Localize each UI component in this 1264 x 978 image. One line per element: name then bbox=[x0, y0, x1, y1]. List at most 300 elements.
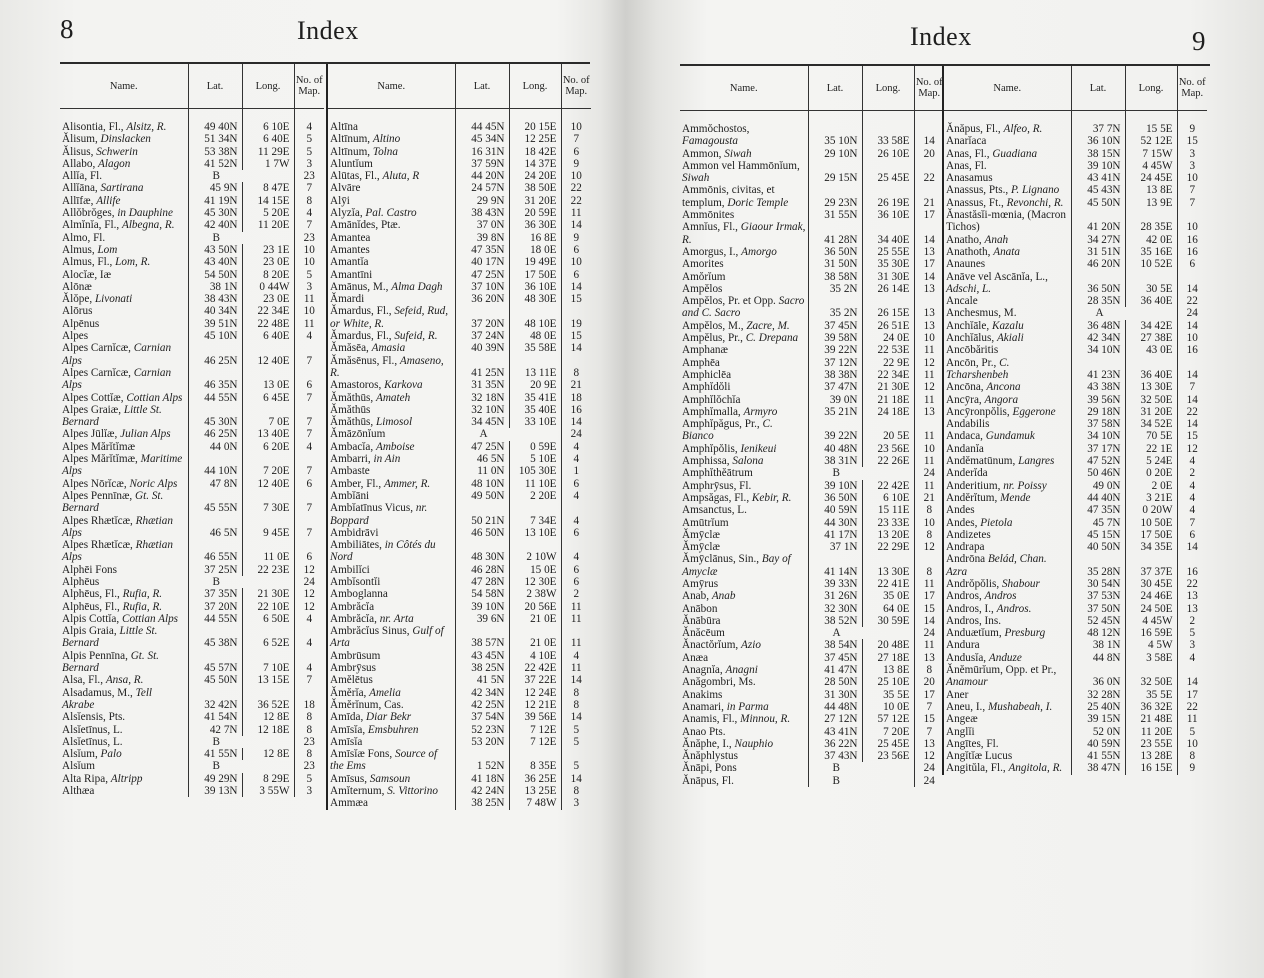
entry-longitude: 22 34E bbox=[242, 305, 294, 317]
index-entry bbox=[327, 662, 591, 674]
entry-map-number: 4 bbox=[561, 441, 591, 453]
entry-map-number: 12 bbox=[1177, 443, 1207, 455]
index-entry bbox=[680, 750, 944, 762]
index-entry bbox=[60, 478, 324, 490]
entry-name: Amphĭlŏchĭa bbox=[682, 393, 741, 406]
entry-latitude: 43 41N bbox=[808, 726, 862, 738]
index-entry bbox=[680, 381, 944, 393]
index-entry bbox=[943, 406, 1207, 418]
entry-longitude: 48 30E bbox=[509, 293, 561, 305]
entry-modern-name: Rufia, R. bbox=[122, 600, 163, 613]
entry-modern-name: Amelia bbox=[369, 686, 401, 699]
index-entry bbox=[943, 603, 1207, 615]
entry-latitude: 37 17N bbox=[1071, 443, 1125, 455]
entry-modern-name: Shabour bbox=[1001, 577, 1040, 590]
entry-map-number: 4 bbox=[294, 441, 324, 453]
index-entry bbox=[60, 182, 324, 194]
entry-latitude: 29 18N bbox=[1071, 406, 1125, 418]
entry-map-number: 5 bbox=[294, 269, 324, 281]
entry-longitude: 31 20E bbox=[1125, 406, 1177, 418]
entry-map-number: 7 bbox=[294, 219, 324, 231]
entry-modern-name: Alagon bbox=[98, 157, 131, 170]
index-entry bbox=[943, 639, 1207, 651]
entry-latitude: 36 0N bbox=[1071, 664, 1125, 689]
entry-name: Anab, bbox=[682, 590, 710, 603]
entry-map-number: 5 bbox=[294, 146, 324, 158]
entry-longitude: 70 5E bbox=[1125, 430, 1177, 442]
entry-latitude: 41 52N bbox=[188, 158, 242, 170]
entry-longitude: 10 52E bbox=[1125, 258, 1177, 270]
entry-latitude: 49 50N bbox=[455, 490, 509, 502]
entry-longitude: 25 10E bbox=[862, 676, 914, 688]
entry-latitude: 36 50N bbox=[808, 492, 862, 504]
entry-name: Alōnæ bbox=[62, 280, 92, 293]
entry-modern-name: Alsitz, R. bbox=[126, 121, 167, 133]
index-entry bbox=[680, 160, 944, 185]
entry-longitude: 17 50E bbox=[509, 269, 561, 281]
entry-map-number: 14 bbox=[1177, 394, 1207, 406]
entry-latitude: 50 46N bbox=[1071, 467, 1125, 479]
entry-longitude: 23 56E bbox=[862, 443, 914, 455]
entry-map-number: 14 bbox=[561, 342, 591, 354]
entry-map-number: 6 bbox=[1177, 258, 1207, 270]
entry-latitude: 32 30N bbox=[808, 603, 862, 615]
entry-modern-name: Samsoun bbox=[369, 772, 411, 785]
entry-map-number: 7 bbox=[1177, 197, 1207, 209]
entry-latitude: 53 38N bbox=[188, 146, 242, 158]
entry-map-number: 6 bbox=[561, 244, 591, 256]
entry-map-number: 7 bbox=[294, 490, 324, 515]
entry-latitude: 38 58N bbox=[808, 271, 862, 283]
entry-map-number: 24 bbox=[914, 627, 944, 639]
entry-plan-letter: B bbox=[808, 467, 914, 479]
entry-name: Anas, Fl. bbox=[946, 159, 987, 172]
index-entry bbox=[680, 271, 944, 283]
index-entry bbox=[943, 529, 1207, 541]
entry-longitude: 23 56E bbox=[862, 750, 914, 762]
entry-modern-name: Anagni bbox=[725, 664, 758, 677]
entry-longitude: 30 59E bbox=[862, 615, 914, 627]
entry-name: Amphĭmalla, bbox=[682, 405, 741, 418]
entry-longitude: 35 5E bbox=[1125, 689, 1177, 701]
entry-map-number: 22 bbox=[561, 195, 591, 207]
entry-map-number: 14 bbox=[561, 674, 591, 686]
entry-latitude: 41 47N bbox=[808, 664, 862, 676]
entry-longitude: 22 42E bbox=[862, 480, 914, 492]
entry-longitude: 4 5W bbox=[1125, 639, 1177, 651]
entry-name: Alpes Jūlĭæ, bbox=[62, 428, 118, 441]
entry-longitude: 24 20E bbox=[509, 170, 561, 182]
entry-map-number: 1 bbox=[561, 465, 591, 477]
index-entry bbox=[943, 148, 1207, 160]
entry-name: Allĭa, Fl. bbox=[62, 170, 103, 183]
index-entry bbox=[943, 738, 1207, 750]
entry-name: Alpes Mărĭtĭmæ, bbox=[62, 453, 138, 466]
entry-map-number: 8 bbox=[914, 529, 944, 541]
index-entry bbox=[943, 160, 1207, 172]
entry-longitude: 22 48E bbox=[242, 318, 294, 330]
index-entry bbox=[943, 357, 1207, 382]
index-entry bbox=[943, 234, 1207, 246]
entry-modern-name: Anata bbox=[993, 245, 1020, 258]
entry-modern-name: Tolna bbox=[372, 145, 398, 158]
entry-latitude: 35 2N bbox=[808, 283, 862, 295]
entry-longitude: 7 15W bbox=[1125, 148, 1177, 160]
entry-name: Anatho, bbox=[946, 233, 982, 246]
index-entry bbox=[60, 330, 324, 342]
entry-modern-name: Amasia bbox=[371, 342, 406, 355]
entry-name: Amber, Fl., bbox=[330, 477, 382, 490]
entry-map-number: 5 bbox=[561, 724, 591, 736]
entry-latitude: 29 15N bbox=[808, 160, 862, 185]
entry-latitude: 41 55N bbox=[188, 748, 242, 760]
index-entry bbox=[60, 736, 324, 748]
entry-latitude: 43 38N bbox=[1071, 381, 1125, 393]
entry-plan-letter: B bbox=[188, 170, 294, 182]
entry-map-number: 3 bbox=[1177, 160, 1207, 172]
entry-longitude: 21 30E bbox=[862, 381, 914, 393]
entry-latitude: 37 45N bbox=[808, 652, 862, 664]
entry-latitude: 31 50N bbox=[808, 258, 862, 270]
entry-map-number: 6 bbox=[561, 564, 591, 576]
entry-map-number: 8 bbox=[914, 664, 944, 676]
index-entry bbox=[327, 613, 591, 625]
entry-plan-letter: B bbox=[188, 760, 294, 772]
entry-map-number: 10 bbox=[1177, 738, 1207, 750]
entry-name: Amphissa, bbox=[682, 455, 730, 468]
entry-modern-name: Gundamuk bbox=[985, 430, 1035, 443]
entry-name: Almĭnĭa, Fl., bbox=[62, 219, 120, 232]
entry-latitude: 36 50N bbox=[1071, 271, 1125, 296]
entry-name: Alpes bbox=[62, 330, 89, 343]
entry-name: Ămĕrĭnum, Cas. bbox=[330, 698, 404, 711]
entry-modern-name: Aluta, R bbox=[382, 170, 420, 183]
index-entry bbox=[680, 283, 944, 295]
index-entry bbox=[943, 430, 1207, 442]
entry-latitude: 40 59N bbox=[808, 504, 862, 516]
entry-latitude: 41 5N bbox=[455, 674, 509, 686]
entry-name: Alta Ripa, bbox=[62, 772, 108, 785]
entry-modern-name: Azio bbox=[741, 639, 761, 652]
entry-longitude: 6 10E bbox=[242, 121, 294, 133]
entry-longitude: 36 10E bbox=[509, 281, 561, 293]
entry-modern-name: Angitola, R. bbox=[1008, 762, 1063, 775]
entry-name: Ămăthūs, bbox=[330, 391, 374, 404]
entry-latitude: 38 1N bbox=[188, 281, 242, 293]
entry-map-number: 14 bbox=[1177, 320, 1207, 332]
entry-modern-name: Bay of Amyclæ bbox=[682, 553, 791, 578]
entry-longitude: 13 0E bbox=[242, 367, 294, 392]
entry-name: Andros, I., bbox=[946, 602, 994, 615]
entry-name: Allĭāna, bbox=[62, 182, 98, 195]
entry-latitude: 37 7N bbox=[1071, 123, 1125, 135]
entry-map-number: 10 bbox=[1177, 172, 1207, 184]
entry-map-number: 8 bbox=[294, 195, 324, 207]
entry-latitude: 27 12N bbox=[808, 713, 862, 725]
entry-latitude: 46 5N bbox=[188, 515, 242, 540]
entry-longitude: 8 29E bbox=[242, 773, 294, 785]
entry-latitude: 37 25N bbox=[188, 564, 242, 576]
entry-latitude: 46 25N bbox=[188, 428, 242, 440]
entry-map-number: 14 bbox=[1177, 541, 1207, 553]
entry-latitude: 45 50N bbox=[188, 674, 242, 686]
index-entry bbox=[680, 221, 944, 246]
entry-modern-name: Palo bbox=[100, 748, 122, 761]
entry-longitude: 12 24E bbox=[509, 687, 561, 699]
entry-latitude: 39 10N bbox=[455, 601, 509, 613]
entry-modern-name: Rhætian Alps bbox=[62, 514, 173, 539]
entry-longitude: 32 50E bbox=[1125, 394, 1177, 406]
entry-name: Alpes Rhætĭcæ, bbox=[62, 539, 133, 552]
index-entry bbox=[680, 713, 944, 725]
entry-longitude: 5 10E bbox=[509, 453, 561, 465]
entry-latitude: 40 50N bbox=[1071, 541, 1125, 553]
entry-map-number: 22 bbox=[1177, 295, 1207, 307]
entry-name: Ammon vel Hammōnĭum, bbox=[682, 159, 800, 172]
entry-latitude: 31 30N bbox=[808, 689, 862, 701]
entry-longitude: 12 30E bbox=[509, 576, 561, 588]
entry-name: Almus, bbox=[62, 243, 95, 256]
entry-name: Ămardus, Fl., bbox=[330, 330, 392, 343]
entry-name: Amīsĭa bbox=[330, 735, 363, 748]
entry-latitude: 30 54N bbox=[1071, 578, 1125, 590]
entry-name: Anassus, Pts., bbox=[946, 184, 1009, 197]
entry-latitude: 39 13N bbox=[188, 785, 242, 797]
entry-name: Amānus, M., bbox=[330, 280, 389, 293]
entry-map-number: 18 bbox=[561, 392, 591, 404]
entry-latitude: 39 15N bbox=[1071, 713, 1125, 725]
entry-map-number: 4 bbox=[561, 539, 591, 564]
entry-name: Ambaste bbox=[330, 465, 370, 478]
entry-longitude: 2 20E bbox=[509, 490, 561, 502]
entry-latitude: 43 40N bbox=[188, 256, 242, 268]
entry-modern-name: Belád, Chan. Azra bbox=[946, 553, 1047, 578]
entry-name: Andĕrĭtum, bbox=[946, 491, 998, 504]
entry-map-number: 8 bbox=[561, 785, 591, 797]
entry-latitude: 39 56N bbox=[1071, 394, 1125, 406]
entry-map-number: 14 bbox=[1177, 418, 1207, 430]
entry-longitude: 20 59E bbox=[509, 207, 561, 219]
entry-map-number: 2 bbox=[1177, 615, 1207, 627]
entry-latitude: 39 6N bbox=[455, 613, 509, 625]
entry-map-number: 11 bbox=[914, 369, 944, 381]
entry-latitude: 32 18N bbox=[455, 392, 509, 404]
entry-latitude: 44 55N bbox=[188, 392, 242, 404]
entry-name: Ănăphlystus bbox=[682, 750, 738, 763]
index-entry bbox=[60, 404, 324, 429]
entry-name: Alȳi bbox=[330, 194, 350, 207]
entry-latitude: 42 25N bbox=[455, 699, 509, 711]
entry-map-number: 8 bbox=[914, 504, 944, 516]
entry-modern-name: Kazalu bbox=[991, 319, 1024, 332]
entry-latitude: 31 55N bbox=[808, 209, 862, 221]
entry-latitude: 44 48N bbox=[808, 701, 862, 713]
index-entry bbox=[60, 367, 324, 392]
entry-map-number: 11 bbox=[561, 662, 591, 674]
entry-map-number: 8 bbox=[1177, 750, 1207, 762]
entry-map-number: 17 bbox=[1177, 689, 1207, 701]
entry-name: Anamari, bbox=[682, 700, 724, 713]
entry-name: Aluntĭum bbox=[330, 157, 373, 170]
entry-map-number: 4 bbox=[1177, 652, 1207, 664]
entry-longitude: 22 26E bbox=[862, 455, 914, 467]
entry-map-number: 7 bbox=[1177, 184, 1207, 196]
entry-map-number: 8 bbox=[561, 699, 591, 711]
entry-longitude: 0 20W bbox=[1125, 504, 1177, 516]
entry-modern-name: in Parma bbox=[726, 700, 769, 713]
entry-name: Ambĭatīnus Vicus, bbox=[330, 502, 414, 515]
entry-map-number: 13 bbox=[1177, 603, 1207, 615]
entry-map-number: 5 bbox=[294, 773, 324, 785]
entry-longitude: 0 59E bbox=[509, 441, 561, 453]
entry-map-number: 11 bbox=[914, 418, 944, 443]
entry-name: Ambrȳsus bbox=[330, 662, 376, 675]
index-entry bbox=[680, 603, 944, 615]
entry-plan-letter: B bbox=[188, 232, 294, 244]
entry-latitude: 38 43N bbox=[455, 207, 509, 219]
entry-modern-name: Gt. St. Bernard bbox=[62, 649, 159, 675]
entry-longitude: 36 32E bbox=[1125, 701, 1177, 713]
index-entry bbox=[60, 785, 324, 797]
entry-latitude: 25 40N bbox=[1071, 701, 1125, 713]
entry-name: Andura bbox=[946, 639, 980, 652]
index-entry bbox=[60, 207, 324, 219]
index-entry bbox=[327, 219, 591, 231]
entry-longitude: 10 50E bbox=[1125, 517, 1177, 529]
index-entry bbox=[680, 443, 944, 455]
entry-modern-name: nr. Arta bbox=[379, 612, 414, 625]
entry-modern-name: Tell Akrabe bbox=[62, 686, 153, 711]
entry-map-number: 15 bbox=[1177, 135, 1207, 147]
index-entry bbox=[680, 320, 944, 332]
entry-latitude: 39 10N bbox=[1071, 160, 1125, 172]
entry-modern-name: Schwerin bbox=[96, 145, 138, 158]
entry-map-number: 11 bbox=[914, 639, 944, 651]
index-entry bbox=[60, 760, 324, 772]
entry-name: Ampĕlus, Pr., bbox=[682, 332, 743, 345]
entry-name: Alpes Pennīnæ, bbox=[62, 489, 133, 502]
entry-map-number: 21 bbox=[914, 184, 944, 209]
entry-plan-letter: B bbox=[808, 762, 914, 774]
entry-latitude: 49 40N bbox=[188, 121, 242, 133]
index-entry bbox=[943, 615, 1207, 627]
column-header-lat: Lat. bbox=[808, 66, 862, 111]
index-entry bbox=[60, 269, 324, 281]
entry-name: Ambidrāvi bbox=[330, 526, 379, 539]
entry-name: Anakims bbox=[682, 688, 723, 701]
index-entry bbox=[60, 674, 324, 686]
entry-longitude: 17 50E bbox=[1125, 529, 1177, 541]
entry-longitude: 6 45E bbox=[242, 392, 294, 404]
entry-map-number: 4 bbox=[294, 613, 324, 625]
entry-latitude: 43 50N bbox=[188, 244, 242, 256]
entry-map-number: 18 bbox=[294, 687, 324, 712]
entry-map-number: 10 bbox=[561, 256, 591, 268]
index-entry bbox=[327, 416, 591, 428]
entry-map-number: 14 bbox=[561, 711, 591, 723]
entry-latitude: 41 54N bbox=[188, 711, 242, 723]
entry-longitude: 0 44W bbox=[242, 281, 294, 293]
entry-latitude: 43 45N bbox=[455, 650, 509, 662]
entry-latitude: 37 10N bbox=[455, 281, 509, 293]
index-entry bbox=[680, 664, 944, 676]
index-entry bbox=[680, 492, 944, 504]
entry-latitude: 44 20N bbox=[455, 170, 509, 182]
entry-name: Ămāzōnĭum bbox=[330, 428, 386, 441]
index-entry bbox=[60, 711, 324, 723]
entry-plan-letter: B bbox=[808, 775, 914, 787]
entry-latitude: 29 10N bbox=[808, 148, 862, 160]
entry-longitude: 14 37E bbox=[509, 158, 561, 170]
entry-latitude: 39 58N bbox=[808, 332, 862, 344]
index-entry bbox=[327, 428, 591, 440]
entry-latitude: 44 30N bbox=[808, 517, 862, 529]
index-entry bbox=[60, 392, 324, 404]
entry-latitude: 45 9N bbox=[188, 182, 242, 194]
index-entry bbox=[60, 576, 324, 588]
entry-longitude: 105 30E bbox=[509, 465, 561, 477]
entry-latitude: 38 38N bbox=[808, 369, 862, 381]
index-entry bbox=[327, 146, 591, 158]
entry-modern-name: Salona bbox=[732, 455, 764, 468]
entry-name: Alphēus, Fl., bbox=[62, 600, 120, 613]
entry-map-number: 7 bbox=[914, 701, 944, 713]
entry-latitude: 31 35N bbox=[455, 379, 509, 391]
entry-latitude: 41 17N bbox=[808, 529, 862, 541]
entry-longitude: 24 18E bbox=[862, 406, 914, 418]
index-entry bbox=[327, 601, 591, 613]
entry-modern-name: Pal. Castro bbox=[365, 207, 417, 220]
entry-latitude: 47 25N bbox=[455, 269, 509, 281]
entry-longitude: 6 10E bbox=[862, 492, 914, 504]
entry-name: Anao Pts. bbox=[682, 725, 726, 738]
entry-longitude: 4 45W bbox=[1125, 615, 1177, 627]
entry-longitude: 7 20E bbox=[242, 453, 294, 478]
entry-modern-name: Anab bbox=[711, 590, 736, 603]
entry-name: Anchesmus, M. bbox=[946, 307, 1017, 320]
entry-name: Andusĭa, bbox=[946, 651, 987, 664]
entry-longitude: 21 0E bbox=[509, 625, 561, 650]
entry-map-number: 8 bbox=[294, 748, 324, 760]
entry-map-number: 22 bbox=[1177, 406, 1207, 418]
index-entry bbox=[680, 357, 944, 369]
entry-map-number: 10 bbox=[914, 517, 944, 529]
index-column bbox=[326, 64, 591, 810]
entry-name: Ălisum, bbox=[62, 133, 98, 146]
entry-map-number: 9 bbox=[561, 232, 591, 244]
entry-map-number: 6 bbox=[561, 146, 591, 158]
entry-name: Andes, bbox=[946, 516, 978, 529]
entry-map-number: 7 bbox=[294, 392, 324, 404]
entry-modern-name: Julian Alps bbox=[120, 428, 171, 441]
index-entry bbox=[60, 453, 324, 478]
entry-longitude: 2 10W bbox=[509, 539, 561, 564]
entry-map-number: 11 bbox=[914, 344, 944, 356]
entry-longitude: 2 38W bbox=[509, 588, 561, 600]
entry-name: Anamis, Fl., bbox=[682, 713, 738, 726]
entry-latitude: 47 35N bbox=[455, 244, 509, 256]
entry-modern-name: Amaseno, R. bbox=[330, 354, 444, 379]
entry-latitude: 45 43N bbox=[1071, 184, 1125, 196]
entry-modern-name: Altino bbox=[372, 133, 401, 146]
entry-map-number: 23 bbox=[294, 170, 324, 182]
entry-name: Anchĭāle, bbox=[946, 319, 990, 332]
entry-name: Amastoros, bbox=[330, 379, 382, 392]
index-entry bbox=[680, 455, 944, 467]
index-entry bbox=[327, 158, 591, 170]
index-entry bbox=[327, 305, 591, 330]
index-entry bbox=[327, 588, 591, 600]
